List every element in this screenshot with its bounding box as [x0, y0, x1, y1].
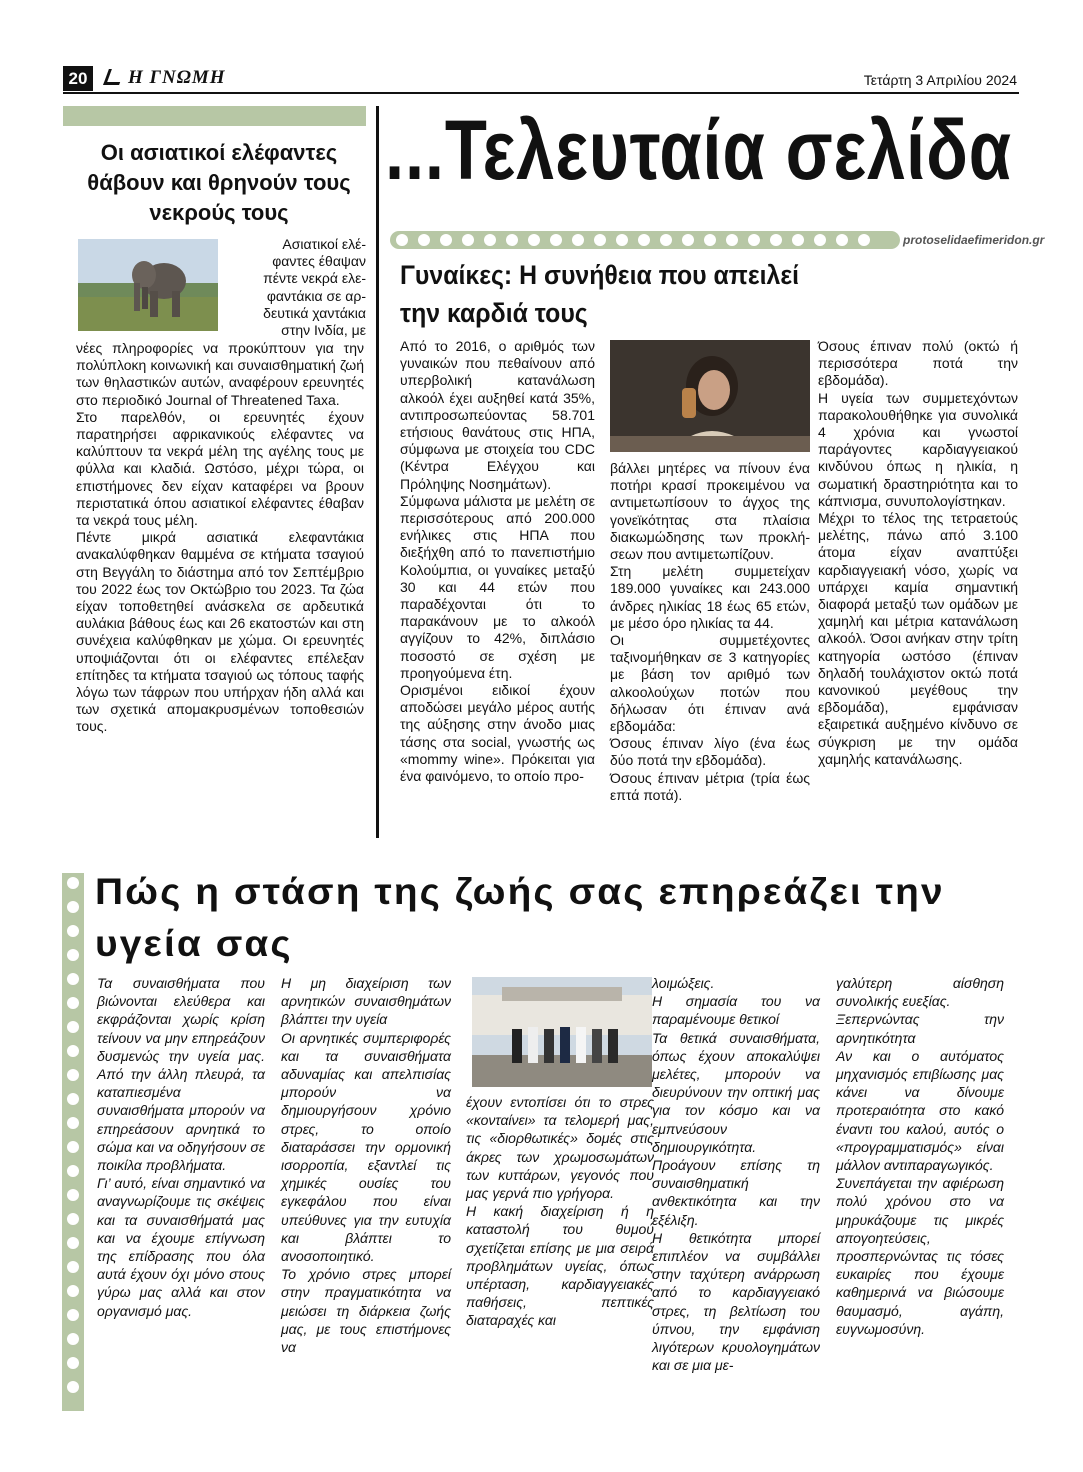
paragraph: Ορισμένοι ειδικοί έχουν αποδώσει μεγάλο μέρος αυτής της αύξησης στην άνοδο μιας τάσης στα social, γνωστής ως «mommy wine». Πρόκειται για ένα φαινόμενο, το οποίο προ- [400, 682, 595, 785]
intro-line: πέντε νεκρά ελε- [263, 270, 366, 287]
paragraph: γαλύτερη αίσθηση συνολικής ευεξίας. [836, 975, 1004, 1010]
paragraph: Μέχρι το τέλος της τετραετούς μελέτης, πάνω από 3.100 άτομα είχαν αναπτύξει καρδιαγγειακή νόσο, χωρίς να υπάρχει καμία σημαντική διαφορά μεταξύ των ομάδων με χαμηλή και μέτρια κατανάλωση αλκοόλ. Όσοι ανήκαν στην τρίτη κατηγορία ωστόσο (έπιναν δηλαδή τουλάχιστον οκτώ ποτά κανονικού μεγέθους την εβδομάδα), εμφάνισαν εξαιρετικά αυξημένο κίνδυνο σε σύγκριση με την ομάδα χαμηλής κατανάλωσης. [818, 510, 1018, 767]
intro-line: στην Ινδία, με [281, 322, 366, 339]
article1-body [76, 340, 364, 736]
paragraph: Όσους έπιναν μέτρια (τρία έως επτά ποτά). [610, 769, 810, 803]
subheading: Η σημασία του να παραμένουμε θετικοί [652, 993, 820, 1028]
article3-col4 [652, 974, 820, 1374]
paragraph: Η κακή διαχείριση ή η καταστολή του θυμού σχετίζεται επίσης με μια σειρά προβλημάτων υγείας, όπως υπέρταση, καρδιαγγειακές παθήσεις, πεπτικές διαταραχές και [466, 1203, 654, 1329]
article2-title: Γυναίκες: Η συνήθεια που απειλεί την καρδιά τους [400, 260, 800, 328]
group-photo [472, 977, 652, 1087]
article2-col3 [818, 338, 1018, 768]
article3-col5 [836, 974, 1004, 1338]
paragraph: Η υγεία των συμμετεχόντων παρακολουθήθηκε για συνολικά 4 χρόνια και γνωστοί παράγοντες καρδιαγγειακού κινδύνου όπως η ηλικία, η σωματική δραστηριότητα και το κάπνισμα, συνυπολογίστηκαν. [818, 389, 1018, 509]
paragraph: Στο παρελθόν, οι ερευνητές έχουν παρατηρήσει αφρικανικούς ελέφαντες να καλύπτουν τα νεκρά μέλη της αγέλης τους με φύλλα και κλαδιά. Ωστόσο, μέχρι τώρα, οι επιστήμονες δεν είχαν καταφέρει να βρουν περιστατικά όπου ασιατικοί ελέφαντες έθαβαν τα νεκρά τους μέλη. [76, 408, 364, 529]
website-credit: protoselidaefimeridon.gr [903, 233, 1045, 247]
paragraph: Πέντε μικρά ασιατικά ελεφαντάκια ανακαλύφθηκαν θαμμένα σε κτήματα τσαγιού στη Βεγγάλη το διάστημα από τον Σεπτέμβριο του 2022 έως τον Οκτώβριο του 2023. Τα ζώα είχαν τοποθετηθεί ανάσκελα σε αρδευτικά αυλάκια βάθους έως και 26 εκατοστών και στη συνέχεια καλύφθηκαν με χώμα. Οι ερευνητές υποψιάζονται ότι οι ελέφαντες επέλεξαν επίτηδες τα κτήματα τσαγιού ως τόπους ταφής λόγω των τάφρων που υπήρχαν ήδη αλλά και των σχετικά απομακρυσμένων τοποθεσιών τους. [76, 529, 364, 735]
elephant-photo [78, 239, 218, 331]
paragraph: Γι’ αυτό, είναι σημαντικό να αναγνωρίζουμε τις σκέψεις και τα συναισθήματά μας και να έχουμε επίγνωση της επίδρασης που όλα αυτά έχουν όχι μόνο στους γύρω μας αλλά και στον οργανισμό μας. [97, 1175, 265, 1319]
paragraph: Από το 2016, ο αριθμός των γυναικών που πεθαίνουν από υπερβολική κατανάλωση αλκοόλ έχει αυξηθεί κατά 35%, αντιπροσωπεύοντας 58.701 ετήσιους θανάτους στις ΗΠΑ, σύμφωνα με στοιχεία του CDC (Κέντρα Ελέγχου και Πρόληψης Νοσημάτων). [400, 338, 595, 492]
article2-col1 [400, 338, 595, 785]
paragraph: λοιμώξεις. [652, 975, 715, 991]
film-strip-decoration [62, 873, 84, 1411]
article3-title: Πώς η στάση της ζωής σας επηρεάζει την υγεία σας [95, 871, 945, 964]
paragraph: Αν και ο αυτόματος μηχανισμός επιβίωσης μας κάνει να δίνουμε προτεραιότητα στο κακό έναντι του καλού, αυτός ο «προγραμματισμός» είναι μάλλον αντιπαραγωγικός. [836, 1047, 1004, 1174]
paragraph: Η μη διαχείριση των αρνητικών συναισθημάτων βλάπτει την υγεία [281, 975, 451, 1028]
paragraph: Σύμφωνα μάλιστα με μελέτη σε περισσότερους από 200.000 ενήλικες στις ΗΠΑ που διεξήχθη από το πανεπιστήμιο Κολούμπια, οι γυναίκες μεταξύ 30 και 44 ετών που παραδέχονται ότι το παρακάνουν με το αλκοόλ αγγίζουν το 42%, διπλάσιο ποσοστό σε σχέση με προηγούμενα έτη. [400, 492, 595, 681]
intro-line: φαντάκια σε αρ- [266, 287, 366, 304]
intro-line: φαντες έθαψαν [272, 253, 366, 270]
woman-drinking-photo [610, 340, 810, 452]
intro-line: Ασιατικοί ελέ- [282, 236, 366, 252]
section-title: ...Τελευταία σελίδα [385, 103, 1012, 197]
article2-col2 [610, 460, 810, 804]
paragraph: Το χρόνιο στρες μπορεί στην πραγματικότητα να μειώσει τη διάρκεια ζωής μας, με τους επιστήμονες να [281, 1266, 451, 1356]
header-rule [63, 92, 1019, 94]
article1-title: Οι ασιατικοί ελέφαντες θάβουν και θρηνούν τους νεκρούς τους [87, 140, 351, 225]
issue-date: Τετάρτη 3 Απριλίου 2024 [863, 72, 1017, 88]
page-number: 20 [63, 66, 93, 91]
paragraph: νέες πληροφορίες να προκύπτουν για την πολύπλοκη κοινωνική και συναισθηματική ζωή των θηλαστικών αυτών, αναφέρουν ερευνητές στο περιοδικό Journal of Threatened Taxa. [76, 340, 364, 408]
paragraph: βάλλει μητέρες να πίνουν ένα ποτήρι κρασί προκειμένου να αντιμετωπίσουν το άγχος της γονεϊκότητας στα πλαίσια διακωμώδησης των προκλή- σεων που αντιμετωπίζουν. [610, 460, 810, 563]
newspaper-name: Η ΓΝΩΜΗ [128, 67, 226, 88]
decorative-bar [63, 106, 366, 126]
intro-line: δευτικά χαντάκια [263, 304, 366, 321]
paragraph: Συνεπάγεται την αφιέρωση πολύ χρόνου στο να μηρυκάζουμε τις μικρές απογοητεύσεις, προσπερνώντας τις τόσες ευκαιρίες που έχουμε καθημερινά να βιώσουμε θαυμασμό, αγάπη, ευγνωμοσύνη. [836, 1175, 1004, 1337]
paragraph: Τα συναισθήματα που βιώνονται ελεύθερα και εκφράζονται χωρίς κρίση τείνουν να μην επηρεάζουν δυσμενώς την υγεία μας. Από την άλλη πλευρά, τα καταπιεσμένα συναισθήματα μπορούν να επηρεάσουν αρνητικά το σώμα και να οδηγήσουν σε ποικίλα προβλήματα. [97, 975, 265, 1174]
subheading: Ξεπερνώντας την αρνητικότητα [836, 1011, 1004, 1046]
newspaper-logo [106, 67, 246, 91]
paragraph: Τα θετικά συναισθήματα, όπως έχουν αποκαλύψει μελέτες, μπορούν να διευρύνουν την οπτική μας για τον κόσμο και να εμπνεύσουν δημιουργικότητα. Προάγουν επίσης τη συναισθηματική ανθεκτικότητα και την εξέλιξη. [652, 1029, 820, 1228]
logo-mark-icon [103, 69, 125, 85]
paragraph: Όσους έπιναν πολύ (οκτώ ή περισσότερα ποτά την εβδομάδα). [818, 338, 1018, 389]
paragraph: έχουν εντοπίσει ότι το στρες «κονταίνει» τα τελομερή μας, τις «διορθωτικές» δομές στις άκρες των χρωμοσωμάτων των κυττάρων, γεγονός που μας γερνά πιο γρήγορα. [466, 1094, 654, 1202]
dotted-separator [390, 231, 900, 249]
article3-col3 [466, 1093, 654, 1330]
paragraph: Η θετικότητα μπορεί επιπλέον να συμβάλλει στην ταχύτερη ανάρρωση από το καρδιαγγειακό στρες, τη βελτίωση του ύπνου, την εμφάνιση λιγότερων κρυολογημάτων και σε μια με- [652, 1229, 820, 1374]
article3-col2 [281, 974, 451, 1356]
article3-col1 [97, 974, 265, 1320]
paragraph: Όσους έπιναν λίγο (ένα έως δύο ποτά την εβδομάδα). [610, 735, 810, 769]
paragraph: Οι αρνητικές συμπεριφορές και τα συναισθήματα αδυναμίας και απελπισίας μπορούν να δημιουργήσουν χρόνιο στρες, το οποίο διαταράσσει την ορμονική ισορροπία, εξαντλεί τις χημικές ουσίες του εγκεφάλου που είναι υπεύθυνες για την ευτυχία και βλάπτει το ανοσοποιητικό. [281, 1029, 451, 1265]
paragraph: Οι συμμετέχοντες ταξινομήθηκαν σε 3 κατηγορίες με βάση τον αριθμό των αλκοολούχων ποτών που δήλωσαν ότι έπιναν ανά εβδομάδα: [610, 632, 810, 735]
column-divider [376, 106, 379, 838]
paragraph: Στη μελέτη συμμετείχαν 189.000 γυναίκες και 243.000 άνδρες ηλικίας 18 έως 65 ετών, με μέσο όρο ηλικίας τα 44. [610, 563, 810, 631]
article1-intro [226, 236, 366, 339]
